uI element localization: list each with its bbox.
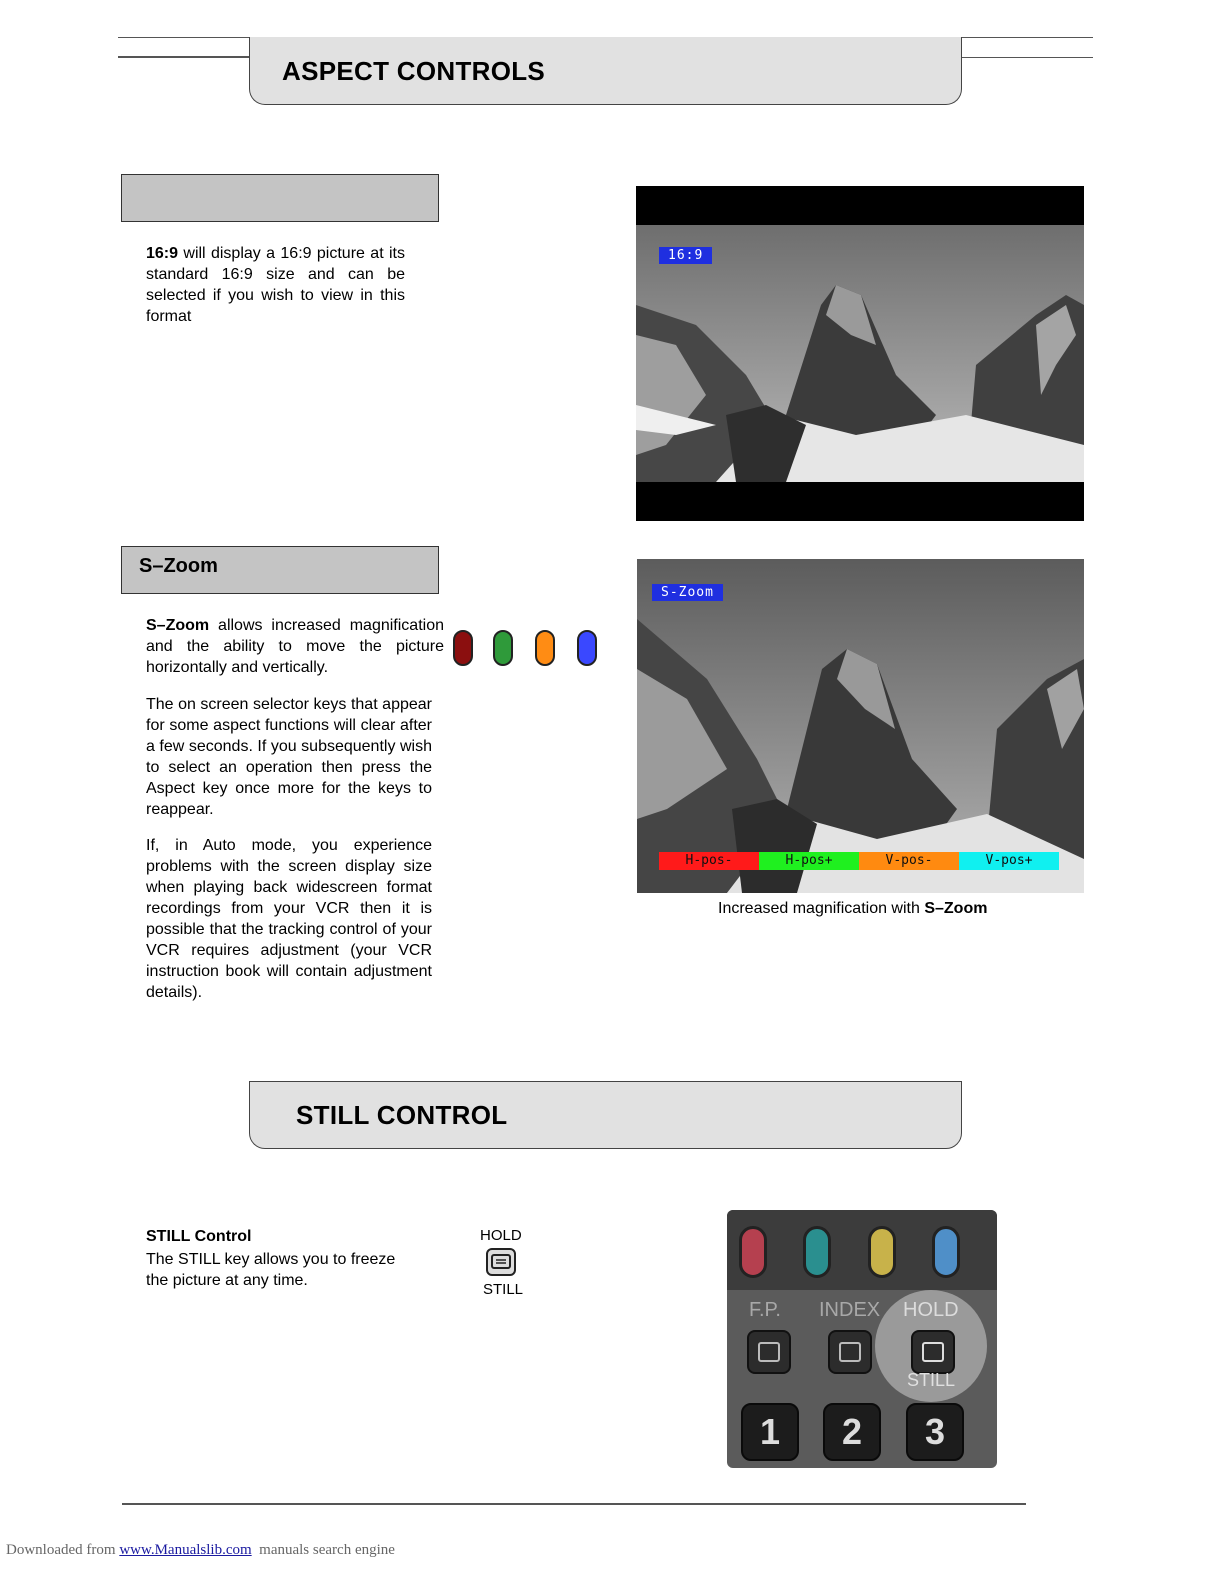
- osd-key-h-pos-minus[interactable]: H-pos-: [659, 852, 759, 870]
- remote-key-2: 2: [823, 1403, 881, 1461]
- remote-green-key-icon: [803, 1226, 831, 1278]
- still-label: STILL: [483, 1281, 524, 1298]
- still-description: The STILL key allows you to freeze the picture at any time.: [146, 1251, 396, 1289]
- szoom-caption: [718, 900, 987, 918]
- remote-fp-label: F.P.: [749, 1299, 781, 1321]
- szoom-text-1: allows increased magnification and the ability to move the picture horizontally and vertically.: [146, 617, 444, 676]
- remote-still-label: STILL: [907, 1370, 956, 1390]
- szoom-paragraph-1: [146, 615, 444, 678]
- tv-screen-szoom: [637, 559, 1084, 893]
- remote-photo: [727, 1210, 997, 1468]
- description-16-9: [146, 243, 405, 327]
- still-screen-icon: [488, 1250, 514, 1274]
- remote-index-label: INDEX: [819, 1299, 881, 1321]
- red-key-icon: [453, 630, 473, 666]
- left-rule: [118, 56, 249, 58]
- osd-tag-16-9: 16:9: [659, 247, 712, 264]
- text-16-9: will display a 16:9 picture at its standard 16:9 size and can be selected if you wish to view in this format: [146, 245, 405, 325]
- page-title: ASPECT CONTROLS: [282, 56, 546, 86]
- yellow-key-icon: [535, 630, 555, 666]
- footer-link[interactable]: www.Manualslib.com: [119, 1542, 252, 1558]
- footer-prefix: Downloaded from: [6, 1542, 120, 1558]
- still-control-banner: [249, 1081, 962, 1149]
- remote-index-key-icon: [828, 1330, 872, 1374]
- hold-label: HOLD: [480, 1227, 522, 1244]
- remote-key-1: 1: [741, 1403, 799, 1461]
- green-key-icon: [493, 630, 513, 666]
- osd-key-v-pos-plus[interactable]: V-pos+: [959, 852, 1059, 870]
- bottom-rule: [122, 1503, 1026, 1505]
- still-banner-title: STILL CONTROL: [296, 1100, 508, 1130]
- section-box-16-9: [121, 174, 439, 222]
- remote-fp-key-icon: [747, 1330, 791, 1374]
- lead-16-9: 16:9: [146, 245, 179, 262]
- section-title-szoom: S–Zoom: [139, 555, 218, 577]
- caption-bold: S–Zoom: [924, 900, 988, 917]
- remote-key-3: 3: [906, 1403, 964, 1461]
- footer-suffix: manuals search engine: [251, 1542, 395, 1558]
- footer: [6, 1542, 395, 1559]
- remote-blue-key-icon: [932, 1226, 960, 1278]
- remote-hold-label: HOLD: [903, 1299, 959, 1321]
- still-heading: STILL Control: [146, 1228, 252, 1245]
- osd-selector-bar: [659, 852, 1059, 870]
- aspect-controls-banner: [249, 37, 962, 105]
- tv-screen-16-9: [636, 186, 1084, 521]
- osd-tag-szoom: S-Zoom: [652, 584, 723, 601]
- szoom-lead: S–Zoom: [146, 617, 210, 634]
- szoom-paragraph-2: The on screen selector keys that appear for some aspect functions will clear after a few seconds. If you subsequently wish to select an operation then press the Aspect key once more for the keys to reappear.: [146, 696, 432, 818]
- blue-key-icon: [577, 630, 597, 666]
- osd-key-v-pos-minus[interactable]: V-pos-: [859, 852, 959, 870]
- remote-red-key-icon: [739, 1226, 767, 1278]
- right-rule: [961, 57, 1093, 58]
- hold-still-key-icon: [486, 1248, 516, 1276]
- remote-yellow-key-icon: [868, 1226, 896, 1278]
- szoom-paragraph-3: If, in Auto mode, you experience problems with the screen display size when playing back widescreen format recordings from your VCR then it is possible that the tracking control of your VCR requires adjustment (your VCR instruction book will contain adjustment details).: [146, 837, 432, 1001]
- section-box-szoom: [121, 546, 439, 594]
- caption-text: Increased magnification with: [718, 900, 925, 917]
- mountain-image-szoom: [637, 559, 1084, 893]
- remote-hold-key-icon: [911, 1330, 955, 1374]
- osd-key-h-pos-plus[interactable]: H-pos+: [759, 852, 859, 870]
